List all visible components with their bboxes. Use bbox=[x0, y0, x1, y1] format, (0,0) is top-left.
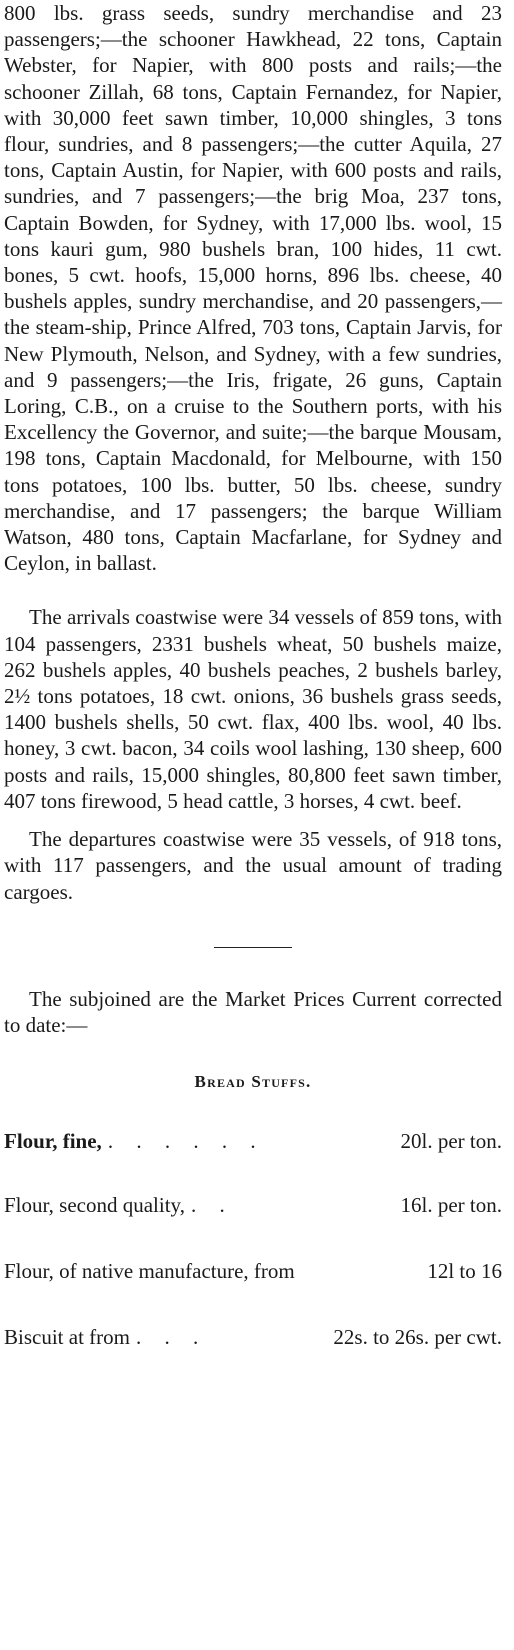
leader-dots: . . bbox=[190, 1193, 234, 1218]
price-row-flour-second bbox=[4, 1192, 502, 1218]
leader-dots: . . . . . . bbox=[107, 1129, 265, 1154]
price-item-label: Flour, second quality, bbox=[4, 1193, 185, 1218]
leader-dots: . . . bbox=[135, 1325, 208, 1350]
price-item-label: Flour, fine, bbox=[4, 1129, 102, 1154]
price-value: 20l. per ton. bbox=[400, 1129, 502, 1154]
price-item-label: Flour, of native manufacture, from bbox=[4, 1259, 295, 1284]
price-row-biscuit bbox=[4, 1324, 502, 1350]
price-row-flour-fine bbox=[4, 1128, 502, 1154]
price-item-label: Biscuit at from bbox=[4, 1325, 130, 1350]
price-value: 12l to 16 bbox=[427, 1259, 502, 1284]
shipping-departures-paragraph: 800 lbs. grass seeds, sundry merchandise and 23 passengers;—the schooner Hawkhead, 22 tons, Captain Webster, for Napier, with 800 posts and rails;—the schooner Zillah, 68 tons, Captain Fernandez, for Napier, with 30,000 feet sawn timber, 10,000 shingles, 3 tons flour, sundries, and 8 passengers;—the cutter Aquila, 27 tons, Captain Austin, for Napier, with 600 posts and rails, sundries, and 7 passengers;—the brig Moa, 237 tons, Captain Bowden, for Sydney, with 17,000 lbs. wool, 15 tons kauri gum, 980 bushels bran, 100 hides, 11 cwt. bones, 5 cwt. hoofs, 15,000 horns, 896 lbs. cheese, 40 bushels apples, sundry merchandise, and 20 passengers,—the steam-ship, Prince Alfred, 703 tons, Captain Jarvis, for New Plymouth, Nelson, and Sydney, with a few sundries, and 9 passengers;—the Iris, frigate, 26 guns, Captain Loring, C.B., on a cruise to the Southern ports, with his Excellency the Governor, and suite;—the barque Mousam, 198 tons, Captain Macdonald, for Melbourne, with 150 tons potatoes, 100 lbs. butter, 50 lbs. cheese, sundry merchandise, and 17 passengers; the barque William Watson, 480 tons, Captain Macfarlane, for Sydney and Ceylon, in ballast. bbox=[4, 1, 502, 576]
price-value: 16l. per ton. bbox=[400, 1193, 502, 1218]
section-divider bbox=[214, 947, 292, 948]
coastwise-arrivals-paragraph: The arrivals coastwise were 34 vessels of 859 tons, with 104 passengers, 2331 bushels wheat, 50 bushels maize, 262 bushels apples, 40 bushels peaches, 2 bushels barley, 2½ tons potatoes, 18 cwt. onions, 36 bushels grass seeds, 1400 bushels shells, 50 cwt. flax, 400 lbs. wool, 40 lbs. honey, 3 cwt. bacon, 34 coils wool lashing, 130 sheep, 600 posts and rails, 15,000 shingles, 80,800 feet sawn timber, 407 tons firewood, 5 head cattle, 3 horses, 4 cwt. beef. bbox=[4, 605, 502, 813]
bread-stuffs-heading: Bread Stuffs. bbox=[194, 1072, 312, 1092]
market-prices-intro: The subjoined are the Market Prices Current corrected to date:— bbox=[4, 986, 502, 1037]
price-row-flour-native bbox=[4, 1258, 502, 1284]
coastwise-departures-paragraph: The departures coastwise were 35 vessels, of 918 tons, with 117 passengers, and the usual amount of trading cargoes. bbox=[4, 827, 502, 904]
price-value: 22s. to 26s. per cwt. bbox=[333, 1325, 502, 1350]
